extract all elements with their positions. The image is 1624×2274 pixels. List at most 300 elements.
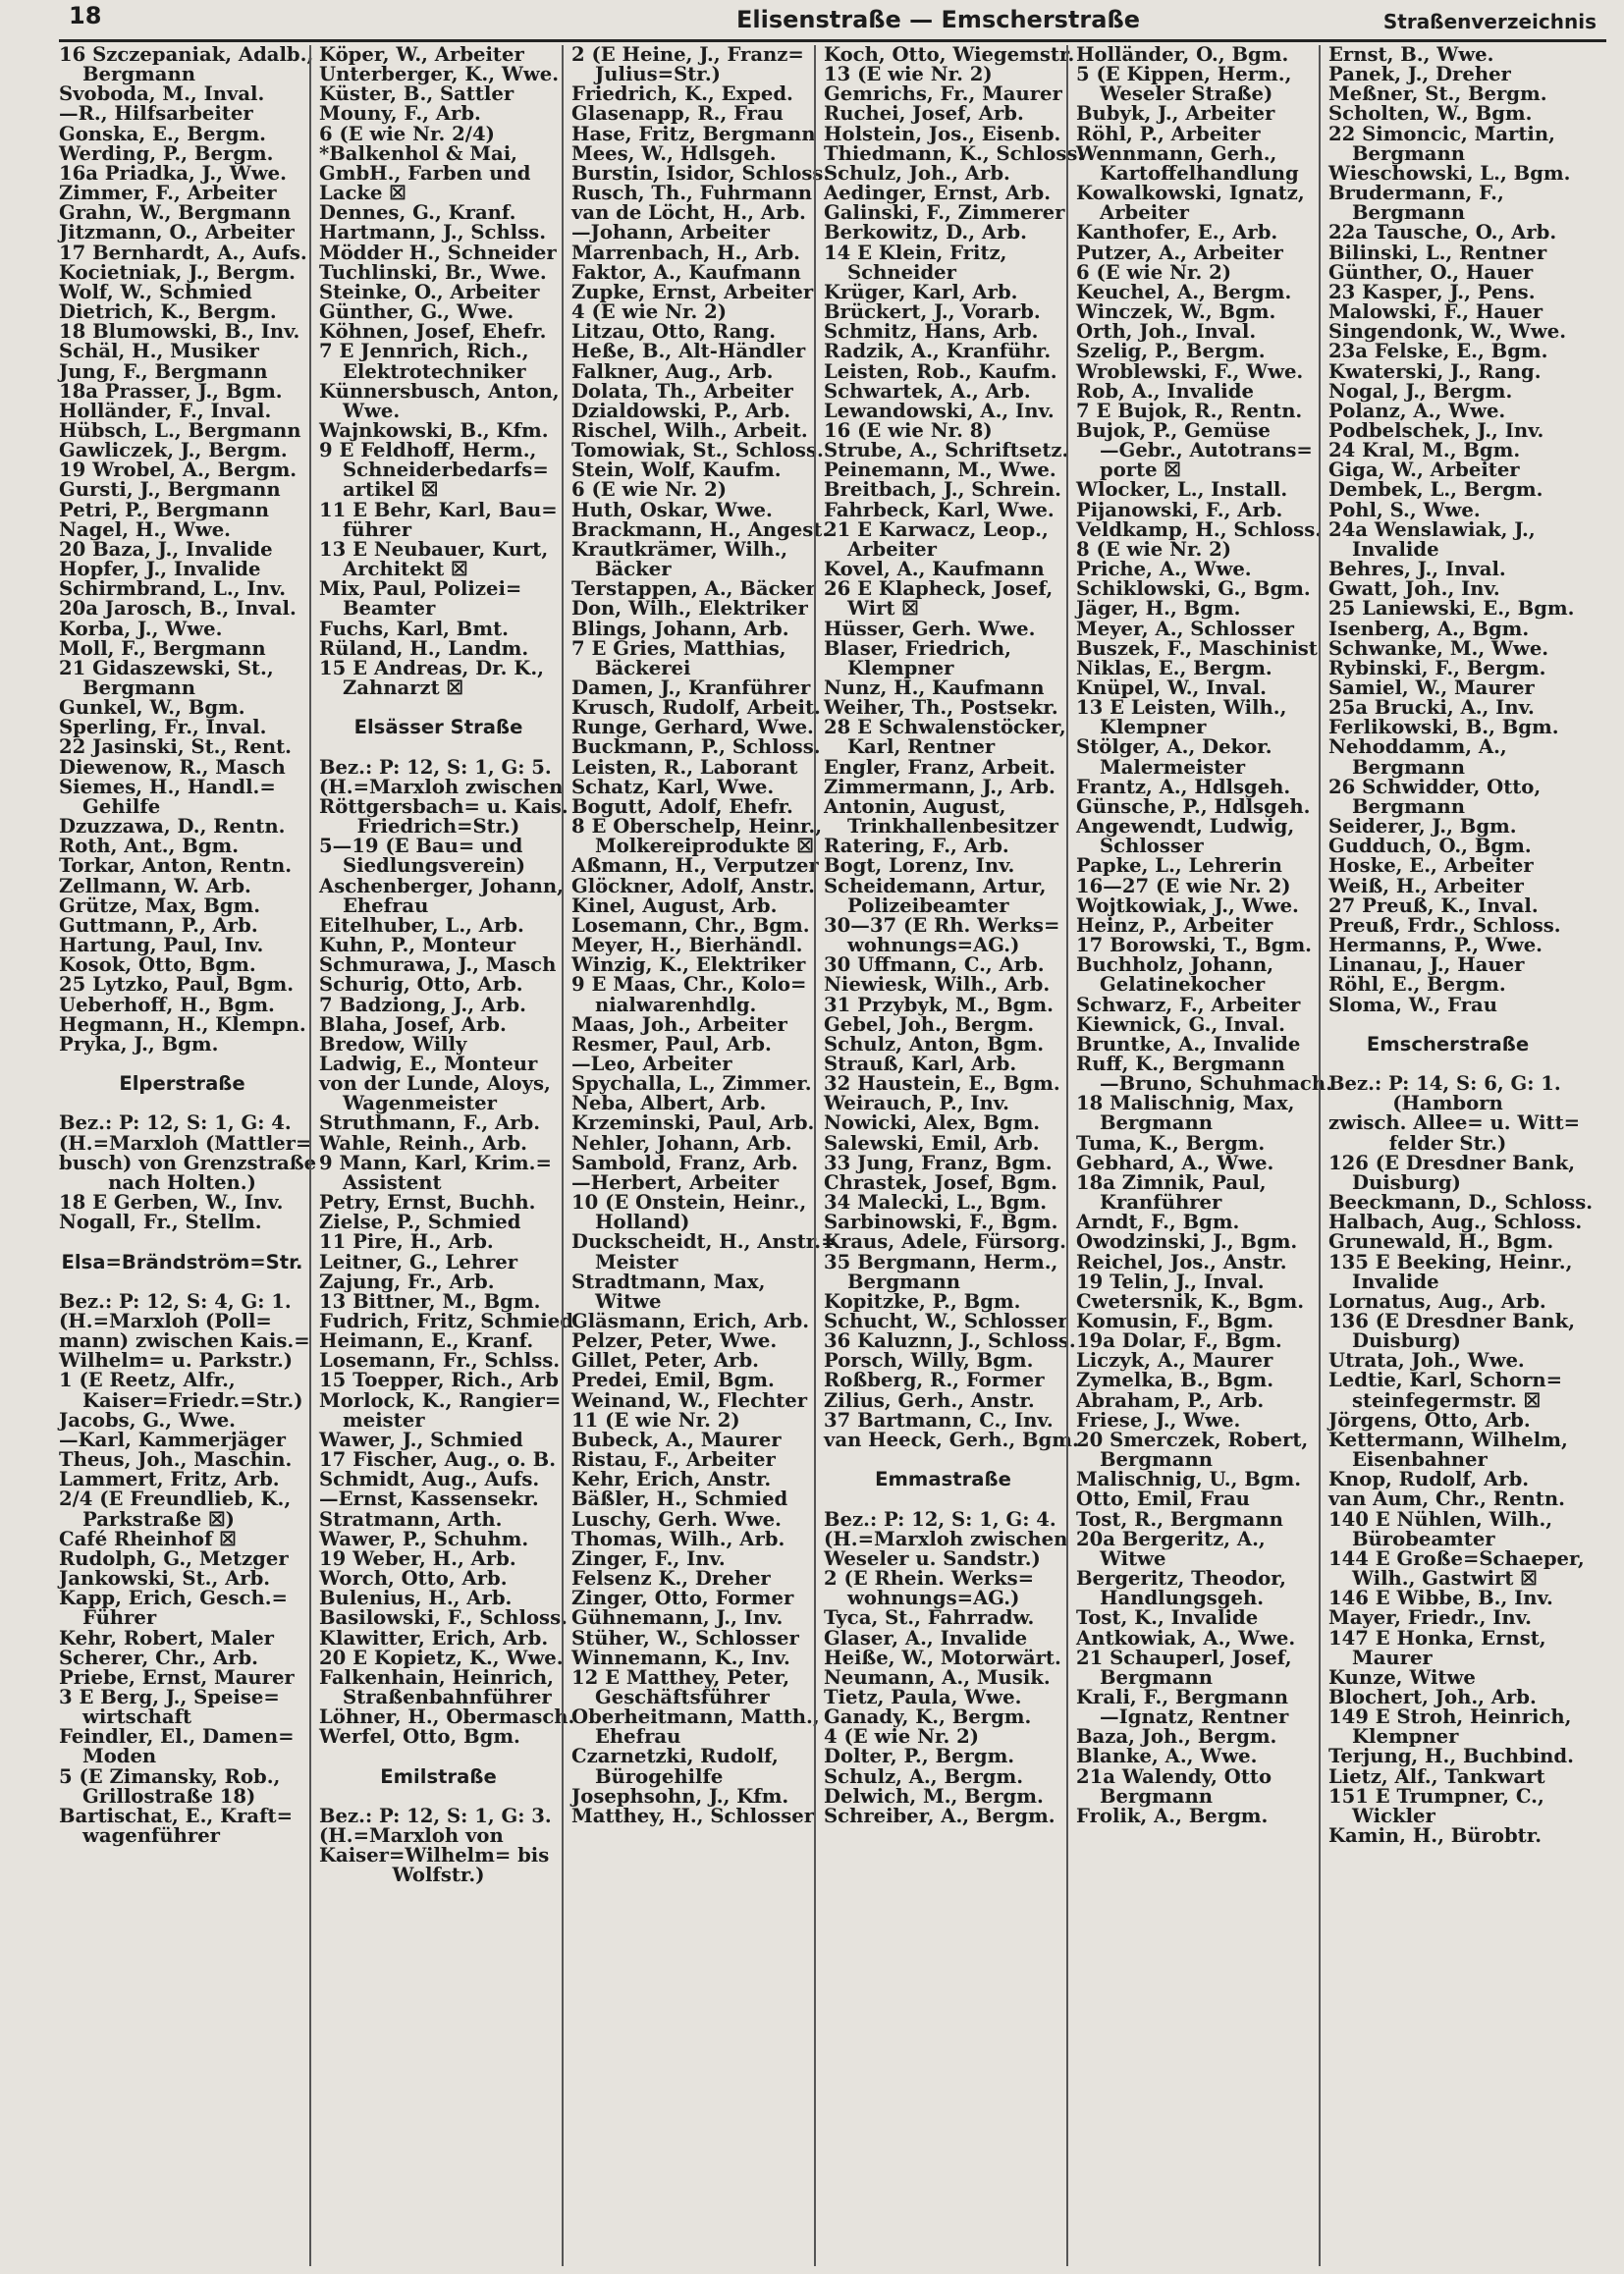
directory-entry-line: 6 (E wie Nr. 2) xyxy=(1076,260,1232,284)
directory-entry-line: 18 E Gerben, W., Inv. xyxy=(59,1191,284,1215)
directory-entry-line: 15 Toepper, Rich., Arb xyxy=(319,1369,559,1392)
directory-entry-line: Café Rheinhof ☒ xyxy=(59,1527,237,1550)
directory-entry-line: Ueberhoff, H., Bgm. xyxy=(59,993,275,1016)
directory-entry-line: Brackmann, H., Angest. xyxy=(571,517,830,541)
directory-entry-line: 21 Schauperl, Josef, xyxy=(1076,1646,1292,1669)
directory-entry-line: Diewenow, R., Masch xyxy=(59,755,286,779)
directory-entry-line: Julius=Str.) xyxy=(595,63,721,86)
directory-entry-line: nialwarenhdlg. xyxy=(595,993,757,1016)
directory-entry-line: Unterberger, K., Wwe. xyxy=(319,63,560,86)
directory-entry-line: Pijanowski, F., Arb. xyxy=(1076,498,1283,521)
directory-entry-line: Terstappen, A., Bäcker xyxy=(571,577,816,601)
directory-entry-line: Zielse, P., Schmied xyxy=(319,1211,521,1234)
directory-entry-line: Moden xyxy=(82,1745,157,1768)
directory-entry-line: Rüland, H., Landm. xyxy=(319,636,529,660)
directory-entry-line: Abraham, P., Arb. xyxy=(1076,1388,1265,1412)
directory-entry-line: 13 Bittner, M., Bgm. xyxy=(319,1289,541,1313)
directory-entry-line: Kamin, H., Bürobtr. xyxy=(1328,1824,1543,1848)
directory-entry-line: 23a Felske, E., Bgm. xyxy=(1328,340,1548,363)
directory-entry-line: Bruntke, A., Invalide xyxy=(1076,1032,1301,1056)
directory-entry-line: Bez.: P: 12, S: 1, G: 4. xyxy=(824,1507,1056,1531)
directory-entry-line: 18 Blumowski, B., Inv. xyxy=(59,320,300,344)
directory-entry-line: Wickler xyxy=(1352,1804,1435,1827)
directory-entry-line: Holstein, Jos., Eisenb. xyxy=(824,122,1061,145)
directory-entry-line: Singendonk, W., Wwe. xyxy=(1328,320,1567,344)
directory-entry-line: Frolik, A., Bergm. xyxy=(1076,1804,1269,1827)
directory-entry-line: Nogall, Fr., Stellm. xyxy=(59,1211,262,1234)
directory-entry-line: Leisten, Rob., Kaufm. xyxy=(824,359,1057,383)
directory-entry-line: 8 (E wie Nr. 2) xyxy=(1076,537,1232,561)
directory-entry-line: Leitner, G., Lehrer xyxy=(319,1250,518,1273)
directory-entry-line: Neba, Albert, Arb. xyxy=(571,1092,767,1115)
directory-entry-line: 9 Mann, Karl, Krim.= xyxy=(319,1151,552,1174)
directory-entry-line xyxy=(319,1787,558,1807)
directory-entry-line: wohnungs=AG.) xyxy=(847,1587,1020,1610)
directory-entry-line: Löhner, H., Obermasch. xyxy=(319,1706,575,1729)
directory-entry-line: Günther, G., Wwe. xyxy=(319,300,514,324)
directory-entry-line: Fuchs, Karl, Bmt. xyxy=(319,617,509,640)
directory-entry-line: Worch, Otto, Arb. xyxy=(319,1567,508,1591)
directory-entry-line: Panek, J., Dreher xyxy=(1328,63,1511,86)
street-heading: Elsa=Brändström=Str. xyxy=(61,1250,303,1273)
directory-entry-line: 16 (E wie Nr. 8) xyxy=(824,418,993,442)
directory-entry-line: 19 Wrobel, A., Bergm. xyxy=(59,459,298,482)
directory-entry-line: Weinand, W., Flechter xyxy=(571,1388,808,1412)
directory-entry-line: Zimmer, F., Arbeiter xyxy=(59,182,277,205)
directory-entry-line: Eisenbahner xyxy=(1352,1448,1488,1472)
directory-entry-line: —Gebr., Autotrans= xyxy=(1100,439,1313,462)
directory-entry-line: Chrastek, Josef, Bgm. xyxy=(824,1170,1057,1194)
directory-entry-line: Winnemann, K., Inv. xyxy=(571,1646,790,1669)
directory-entry-line: Strube, A., Schriftsetz. xyxy=(824,439,1069,462)
directory-entry-line: 24 Kral, M., Bgm. xyxy=(1328,439,1521,462)
directory-entry-line: Meister xyxy=(595,1250,678,1273)
directory-entry-line: Glaser, A., Invalide xyxy=(824,1626,1028,1650)
directory-entry-line: Günther, O., Hauer xyxy=(1328,260,1534,284)
directory-entry-line: 11 E Behr, Karl, Bau= xyxy=(319,498,558,521)
directory-entry-line: Frantz, A., Hdlsgeh. xyxy=(1076,775,1291,798)
directory-entry-line: Günsche, P., Hdlsgeh. xyxy=(1076,794,1311,818)
page-number: 18 xyxy=(69,2,102,29)
directory-entry-line: Koch, Otto, Wiegemstr. xyxy=(824,43,1075,66)
directory-entry-line: Gühnemann, J., Inv. xyxy=(571,1606,784,1630)
directory-entry-line: —Leo, Arbeiter xyxy=(571,1052,732,1075)
directory-entry-line: Halbach, Aug., Schloss. xyxy=(1328,1211,1583,1234)
directory-entry-line: Hegmann, H., Klempn. xyxy=(59,1012,306,1036)
directory-entry-line: Nogal, J., Bergm. xyxy=(1328,379,1513,403)
directory-entry-line: 22 Simoncic, Martin, xyxy=(1328,122,1555,145)
directory-entry-line: 151 E Trumpner, C., xyxy=(1328,1784,1544,1808)
street-heading: Elsässer Straße xyxy=(353,716,523,739)
directory-entry-line: Bäcker xyxy=(595,558,672,581)
directory-entry-line: Bäßler, H., Schmied xyxy=(571,1488,788,1511)
directory-entry-line: 18a Prasser, J., Bgm. xyxy=(59,379,283,403)
directory-entry-line: Hüsser, Gerh. Wwe. xyxy=(824,617,1036,640)
directory-entry-line: —Herbert, Arbeiter xyxy=(571,1170,780,1194)
directory-entry-line: Hoske, E., Arbeiter xyxy=(1328,854,1534,878)
directory-entry-line: Siemes, H., Handl.= xyxy=(59,775,276,798)
directory-entry-line: Terjung, H., Buchbind. xyxy=(1328,1745,1574,1768)
directory-entry-line: von der Lunde, Aloys, xyxy=(319,1072,551,1096)
directory-entry-line: Kehr, Erich, Anstr. xyxy=(571,1468,772,1491)
directory-entry-line: Veldkamp, H., Schloss. xyxy=(1076,517,1323,541)
directory-entry-line: 14 E Klein, Fritz, xyxy=(824,241,1007,264)
directory-entry-line: wohnungs=AG.) xyxy=(847,934,1020,957)
directory-entry-line: Heße, B., Alt-Händler xyxy=(571,340,806,363)
directory-entry-line: Karl, Rentner xyxy=(847,735,996,759)
directory-entry-line xyxy=(59,1055,305,1074)
directory-entry-line: Schurig, Otto, Arb. xyxy=(319,973,523,997)
directory-entry-line: nach Holten.) xyxy=(108,1170,256,1194)
directory-entry-line: 25 Lytzko, Paul, Bgm. xyxy=(59,973,295,997)
directory-entry-line: Bubyk, J., Arbeiter xyxy=(1076,102,1275,126)
directory-entry-line: 2/4 (E Freundlieb, K., xyxy=(59,1488,292,1511)
directory-entry-line: Feindler, El., Damen= xyxy=(59,1725,295,1749)
directory-entry-line: Resmer, Paul, Arb. xyxy=(571,1032,772,1056)
directory-entry-line: 21a Walendy, Otto xyxy=(1076,1764,1272,1788)
directory-entry-line: Kunze, Witwe xyxy=(1328,1665,1476,1689)
directory-entry-line: 22 Jasinski, St., Rent. xyxy=(59,735,293,759)
directory-entry-line: Rudolph, G., Metzger xyxy=(59,1546,289,1570)
directory-entry-line: 23 Kasper, J., Pens. xyxy=(1328,280,1536,303)
directory-entry-line: Meyer, H., Bierhändl. xyxy=(571,934,803,957)
directory-entry-line: Bergmann xyxy=(1100,1448,1213,1472)
directory-entry-line: Schreiber, A., Bergm. xyxy=(824,1804,1056,1827)
directory-entry-line: Aedinger, Ernst, Arb. xyxy=(824,182,1052,205)
directory-entry-line: Holländer, O., Bgm. xyxy=(1076,43,1289,66)
directory-entry-line: Orth, Joh., Inval. xyxy=(1076,320,1257,344)
directory-entry-line: Bogt, Lorenz, Inv. xyxy=(824,854,1015,878)
directory-entry-line: Basilowski, F., Schloss. xyxy=(319,1606,568,1630)
column-5 xyxy=(1066,43,1332,2266)
directory-entry-line: 35 Bergmann, Herm., xyxy=(824,1250,1058,1273)
directory-entry-line: 30 Uffmann, C., Arb. xyxy=(824,953,1045,977)
directory-entry-line: Nowicki, Alex, Bgm. xyxy=(824,1111,1041,1135)
directory-entry-line: Krali, F., Bergmann xyxy=(1076,1685,1288,1708)
directory-entry-line: 9 E Maas, Chr., Kolo= xyxy=(571,973,807,997)
directory-entry-line: Falkenhain, Heinrich, xyxy=(319,1665,554,1689)
directory-entry-line: 146 E Wibbe, B., Inv. xyxy=(1328,1587,1553,1610)
directory-entry-line: 2 (E Heine, J., Franz= xyxy=(571,43,804,66)
directory-entry-line: Rusch, Th., Fuhrmann xyxy=(571,182,812,205)
directory-entry-line: 19 Telin, J., Inval. xyxy=(1076,1270,1265,1293)
directory-entry-line: führer xyxy=(343,517,412,541)
directory-entry-line: Rischel, Wilh., Arbeit. xyxy=(571,418,808,442)
directory-entry-line: Bogutt, Adolf, Ehefr. xyxy=(571,794,793,818)
directory-entry-line: —Ignatz, Rentner xyxy=(1100,1706,1289,1729)
directory-entry-line xyxy=(59,1094,305,1113)
directory-entry-line: Kaiser=Friedr.=Str.) xyxy=(82,1388,303,1412)
directory-entry-line: Wajnkowski, B., Kfm. xyxy=(319,418,549,442)
directory-entry-line: Köhnen, Josef, Ehefr. xyxy=(319,320,547,344)
directory-entry-line: Kiewnick, G., Inval. xyxy=(1076,1012,1285,1036)
directory-entry-line: Krautkrämer, Wilh., xyxy=(571,537,788,561)
directory-entry-line: Parkstraße ☒) xyxy=(82,1507,235,1531)
directory-entry-line: Kopitzke, P., Bgm. xyxy=(824,1289,1021,1313)
directory-entry-line: Guttmann, P., Arb. xyxy=(59,913,258,937)
directory-entry-line: 9 E Feldhoff, Herm., xyxy=(319,439,537,462)
directory-entry-line: 20 Smerczek, Robert, xyxy=(1076,1428,1309,1451)
directory-entry-line: Künnersbusch, Anton, xyxy=(319,379,560,403)
directory-entry-line: Buszek, F., Maschinist xyxy=(1076,636,1318,660)
directory-entry-line: Krüger, Karl, Arb. xyxy=(824,280,1018,303)
directory-entry-line: Bürogehilfe xyxy=(595,1764,724,1788)
directory-entry-line xyxy=(319,698,558,718)
directory-entry-line: Struthmann, F., Arb. xyxy=(319,1111,541,1135)
directory-entry-line: Bergmann xyxy=(1100,1665,1213,1689)
directory-entry-line: Angewendt, Ludwig, xyxy=(1076,815,1295,839)
directory-entry-line: Runge, Gerhard, Wwe. xyxy=(571,716,814,739)
directory-entry-line: 144 E Große=Schaeper, xyxy=(1328,1546,1585,1570)
directory-entry-line: (H.=Marxloh von xyxy=(319,1824,504,1848)
directory-entry-line: Ernst, B., Wwe. xyxy=(1328,43,1494,66)
directory-entry-line: Antonin, August, xyxy=(824,794,1006,818)
directory-entry-line: Friedrich=Str.) xyxy=(356,815,520,839)
directory-entry-line: Küster, B., Sattler xyxy=(319,82,514,106)
directory-entry-line: Damen, J., Kranführer xyxy=(571,677,811,699)
directory-entry-line: 126 (E Dresdner Bank, xyxy=(1328,1151,1576,1174)
directory-entry-line: Knüpel, W., Inval. xyxy=(1076,677,1267,699)
directory-entry-line xyxy=(1328,1055,1567,1074)
directory-entry-line: Dembek, L., Bergm. xyxy=(1328,478,1543,502)
directory-entry-line: steinfegermstr. ☒ xyxy=(1352,1388,1542,1412)
directory-entry-line: Pohl, S., Wwe. xyxy=(1328,498,1481,521)
directory-entry-line: Stratmann, Arth. xyxy=(319,1507,503,1531)
directory-entry-line: 15 E Andreas, Dr. K., xyxy=(319,656,544,679)
directory-entry-line: Klempner xyxy=(1352,1725,1459,1749)
directory-entry-line: Ehefrau xyxy=(595,1725,681,1749)
directory-entry-line: Rybinski, F., Bergm. xyxy=(1328,656,1546,679)
directory-entry-line: Schneiderbedarfs= xyxy=(343,459,549,482)
directory-entry-line: Czarnetzki, Rudolf, xyxy=(571,1745,779,1768)
directory-entry-line: 140 E Nühlen, Wilh., xyxy=(1328,1507,1553,1531)
directory-entry-line: Witwe xyxy=(1100,1546,1166,1570)
directory-entry-line: 147 E Honka, Ernst, xyxy=(1328,1626,1546,1650)
directory-entry-line xyxy=(1328,1015,1567,1035)
directory-entry-line: Seiderer, J., Bgm. xyxy=(1328,815,1517,839)
directory-entry-line: 16 Szczepaniak, Adalb., xyxy=(59,43,314,66)
directory-entry-line: Molkereiprodukte ☒ xyxy=(595,835,814,858)
directory-entry-line: Wawer, J., Schmied xyxy=(319,1428,523,1451)
directory-entry-line: Salewski, Emil, Arb. xyxy=(824,1131,1040,1155)
directory-entry-line: 36 Kaluznn, J., Schloss. xyxy=(824,1329,1076,1353)
directory-entry-line: Röttgersbach= u. Kais. xyxy=(319,794,568,818)
directory-entry-line: Trinkhallenbesitzer xyxy=(847,815,1058,839)
directory-entry-line: Berkowitz, D., Arb. xyxy=(824,221,1027,244)
directory-entry-line: Komusin, F., Bgm. xyxy=(1076,1310,1274,1332)
directory-entry-line: 10 (E Onstein, Heinr., xyxy=(571,1191,807,1215)
column-2 xyxy=(309,43,575,2266)
directory-entry-line: (H.=Marxloh (Poll= xyxy=(59,1310,272,1332)
directory-entry-line: Owodzinski, J., Bgm. xyxy=(1076,1230,1298,1254)
directory-entry-line: (H.=Marxloh zwischen xyxy=(319,775,564,798)
directory-entry-line: Invalide xyxy=(1352,1270,1439,1293)
directory-entry-line: Tuma, K., Bergm. xyxy=(1076,1131,1266,1155)
directory-entry-line: Huth, Oskar, Wwe. xyxy=(571,498,773,521)
directory-entry-line: Brückert, J., Vorarb. xyxy=(824,300,1041,324)
directory-entry-line: Hopfer, J., Invalide xyxy=(59,558,261,581)
directory-entry-line: 21 E Karwacz, Leop., xyxy=(824,517,1049,541)
directory-entry-line: Tost, K., Invalide xyxy=(1076,1606,1259,1630)
directory-entry-line: 16a Priadka, J., Wwe. xyxy=(59,161,287,185)
directory-entry-line: Jitzmann, O., Arbeiter xyxy=(59,221,295,244)
directory-entry-line: 37 Bartmann, C., Inv. xyxy=(824,1408,1054,1432)
directory-entry-line: Szelig, P., Bergm. xyxy=(1076,340,1266,363)
directory-entry-line: Behres, J., Inval. xyxy=(1328,558,1506,581)
directory-entry-line: Schwarz, F., Arbeiter xyxy=(1076,993,1301,1016)
directory-entry-line: Breitbach, J., Schrein. xyxy=(824,478,1061,502)
directory-entry-line: Schwanke, M., Wwe. xyxy=(1328,636,1549,660)
directory-entry-line: Heimann, E., Kranf. xyxy=(319,1329,534,1353)
street-heading: Emilstraße xyxy=(380,1764,497,1788)
directory-entry-line: Arbeiter xyxy=(1100,201,1189,225)
directory-entry-line: Porsch, Willy, Bgm. xyxy=(824,1349,1034,1373)
directory-entry-line: *Balkenhol & Mai, xyxy=(319,141,517,165)
directory-entry-line: Niewiesk, Wilh., Arb. xyxy=(824,973,1051,997)
directory-entry-line: 13 (E wie Nr. 2) xyxy=(824,63,993,86)
directory-entry-line: Malermeister xyxy=(1100,755,1246,779)
directory-entry-line: Beamter xyxy=(343,597,436,621)
directory-entry-line: Morlock, K., Rangier= xyxy=(319,1388,562,1412)
directory-entry-line: Heinz, P., Arbeiter xyxy=(1076,913,1273,937)
directory-entry-line: Liczyk, A., Maurer xyxy=(1076,1349,1273,1373)
directory-entry-line: 5 (E Zimansky, Rob., xyxy=(59,1764,281,1788)
directory-entry-line: wagenführer xyxy=(82,1824,221,1848)
directory-entry-line: 19 Weber, H., Arb. xyxy=(319,1546,516,1570)
directory-entry-line: Wieschowski, L., Bgm. xyxy=(1328,161,1571,185)
directory-entry-line: Duckscheidt, H., Anstr.= xyxy=(571,1230,838,1254)
directory-entry-line: 7 E Jennrich, Rich., xyxy=(319,340,529,363)
directory-entry-line: Hartmann, J., Schlss. xyxy=(319,221,547,244)
directory-entry-line: Wwe. xyxy=(343,399,401,422)
directory-entry-line: Antkowiak, A., Wwe. xyxy=(1076,1626,1296,1650)
directory-entry-line: Hartung, Paul, Inv. xyxy=(59,934,264,957)
directory-entry-line: 18 Malischnig, Max, xyxy=(1076,1092,1295,1115)
directory-entry-line: Jung, F., Bergmann xyxy=(59,359,268,383)
directory-entry-line: Wilhelm= u. Parkstr.) xyxy=(59,1349,294,1373)
directory-entry-line: Nehler, Johann, Arb. xyxy=(571,1131,792,1155)
directory-entry-line: Tomowiak, St., Schloss. xyxy=(571,439,824,462)
directory-entry-line: 32 Haustein, E., Bgm. xyxy=(824,1072,1060,1096)
column-3 xyxy=(562,43,838,2266)
directory-entry-line: Kanthofer, E., Arb. xyxy=(1076,221,1278,244)
directory-entry-line: Kettermann, Wilhelm, xyxy=(1328,1428,1568,1451)
directory-entry-line: Glöckner, Adolf, Anstr. xyxy=(571,874,815,897)
directory-entry-line: Ferlikowski, B., Bgm. xyxy=(1328,716,1559,739)
directory-entry-line: Schulz, A., Bergm. xyxy=(824,1764,1024,1788)
directory-entry-line: Felsenz K., Dreher xyxy=(571,1567,771,1591)
directory-entry-line: Schwartek, A., Arb. xyxy=(824,379,1031,403)
directory-entry-line: Preuß, Frdr., Schloss. xyxy=(1328,913,1561,937)
directory-entry-line: Dzialdowski, P., Arb. xyxy=(571,399,791,422)
directory-entry-line: Oberheitmann, Matth., xyxy=(571,1706,820,1729)
directory-entry-line: 20 Baza, J., Invalide xyxy=(59,537,273,561)
directory-entry-line: Predei, Emil, Bgm. xyxy=(571,1369,775,1392)
directory-entry-line: Mödder H., Schneider xyxy=(319,241,557,264)
directory-entry-line: Dolter, P., Bergm. xyxy=(824,1745,1015,1768)
directory-entry-line: Engler, Franz, Arbeit. xyxy=(824,755,1056,779)
directory-entry-line: Bergmann xyxy=(847,1270,960,1293)
directory-entry-line: Bergmann xyxy=(82,677,195,699)
directory-entry-line: Zinger, F., Inv. xyxy=(571,1546,726,1570)
directory-entry-line: Arndt, F., Bgm. xyxy=(1076,1211,1240,1234)
directory-entry-line: Rob, A., Invalide xyxy=(1076,379,1254,403)
directory-entry-line: Winczek, W., Bgm. xyxy=(1076,300,1276,324)
directory-entry-line: Wojtkowiak, J., Wwe. xyxy=(1076,893,1299,917)
directory-entry-line: Grahn, W., Bergmann xyxy=(59,201,292,225)
directory-entry-line: Schäl, H., Musiker xyxy=(59,340,259,363)
directory-entry-line: Falkner, Aug., Arb. xyxy=(571,359,774,383)
directory-entry-line: Giga, W., Arbeiter xyxy=(1328,459,1520,482)
directory-entry-line: Scherer, Chr., Arb. xyxy=(59,1646,258,1669)
directory-entry-line: Malischnig, U., Bgm. xyxy=(1076,1468,1302,1491)
directory-entry-line: Bez.: P: 14, S: 6, G: 1. xyxy=(1328,1072,1561,1096)
directory-entry-line: Buckmann, P., Schloss. xyxy=(571,735,821,759)
directory-entry-line: Meyer, A., Schlosser xyxy=(1076,617,1294,640)
directory-entry-line: Lornatus, Aug., Arb. xyxy=(1328,1289,1546,1313)
directory-entry-line: 18a Zimnik, Paul, xyxy=(1076,1170,1267,1194)
directory-entry-line: 28 E Schwalenstöcker, xyxy=(824,716,1066,739)
directory-entry-line: Polanz, A., Wwe. xyxy=(1328,399,1506,422)
directory-entry-line: (Hamborn xyxy=(1392,1092,1503,1115)
directory-entry-line: Gillet, Peter, Arb. xyxy=(571,1349,760,1373)
directory-entry-line: Arbeiter xyxy=(847,537,937,561)
directory-entry-line: Cwetersnik, K., Bgm. xyxy=(1076,1289,1305,1313)
directory-entry-line: 21 Gidaszewski, St., xyxy=(59,656,274,679)
directory-entry-line: Eitelhuber, L., Arb. xyxy=(319,913,524,937)
directory-entry-line: Schirmbrand, L., Inv. xyxy=(59,577,287,601)
directory-entry-line: Kartoffelhandlung xyxy=(1100,161,1299,185)
directory-entry-line: Knop, Rudolf, Arb. xyxy=(1328,1468,1530,1491)
directory-entry-line: 1 (E Reetz, Alfr., xyxy=(59,1369,236,1392)
directory-entry-line: Schlosser xyxy=(1100,835,1204,858)
directory-entry-line: Kuhn, P., Monteur xyxy=(319,934,516,957)
directory-entry-line: 4 (E wie Nr. 2) xyxy=(824,1725,980,1749)
directory-entry-line: Nehoddamm, A., xyxy=(1328,735,1507,759)
directory-entry-line: Jacobs, G., Wwe. xyxy=(59,1408,236,1432)
directory-entry-line: Architekt ☒ xyxy=(343,558,468,581)
directory-entry-line: Schmurawa, J., Masch xyxy=(319,953,557,977)
directory-entry-line: Zimmermann, J., Arb. xyxy=(824,775,1056,798)
directory-entry-line: Reichel, Jos., Anstr. xyxy=(1076,1250,1287,1273)
directory-entry-line: Witwe xyxy=(595,1289,662,1313)
directory-entry-line: Jäger, H., Bgm. xyxy=(1076,597,1241,621)
directory-entry-line: Wilh., Gastwirt ☒ xyxy=(1352,1567,1538,1591)
directory-entry-line: Grunewald, H., Bgm. xyxy=(1328,1230,1554,1254)
directory-entry-line: porte ☒ xyxy=(1100,459,1181,482)
directory-entry-line: Keuchel, A., Bergm. xyxy=(1076,280,1292,303)
directory-entry-line: Bez.: P: 12, S: 1, G: 5. xyxy=(319,755,552,779)
directory-entry-line: Losemann, Chr., Bgm. xyxy=(571,913,810,937)
directory-entry-line: Radzik, A., Kranführ. xyxy=(824,340,1052,363)
directory-entry-line: Jankowski, St., Arb. xyxy=(59,1567,271,1591)
directory-entry-line: Wagenmeister xyxy=(343,1092,497,1115)
directory-entry-line: Ratering, F., Arb. xyxy=(824,835,1009,858)
directory-entry-line: Pryka, J., Bgm. xyxy=(59,1032,219,1056)
directory-entry-line: Wawer, P., Schuhm. xyxy=(319,1527,529,1550)
directory-entry-line: 20a Jarosch, B., Inval. xyxy=(59,597,297,621)
directory-entry-line: Priche, A., Wwe. xyxy=(1076,558,1252,581)
column-1 xyxy=(57,43,317,2266)
directory-entry-line: Maas, Joh., Arbeiter xyxy=(571,1012,787,1036)
directory-entry-line: Hase, Fritz, Bergmann xyxy=(571,122,816,145)
directory-entry-line: 27 Preuß, K., Inval. xyxy=(1328,893,1539,917)
directory-entry-line: Führer xyxy=(82,1606,157,1630)
directory-entry-line: Blochert, Joh., Arb. xyxy=(1328,1685,1537,1708)
directory-entry-line: Stradtmann, Max, xyxy=(571,1270,766,1293)
directory-entry-line: Weirauch, P., Inv. xyxy=(824,1092,1009,1115)
directory-entry-line: zwisch. Allee= u. Witt= xyxy=(1328,1111,1581,1135)
